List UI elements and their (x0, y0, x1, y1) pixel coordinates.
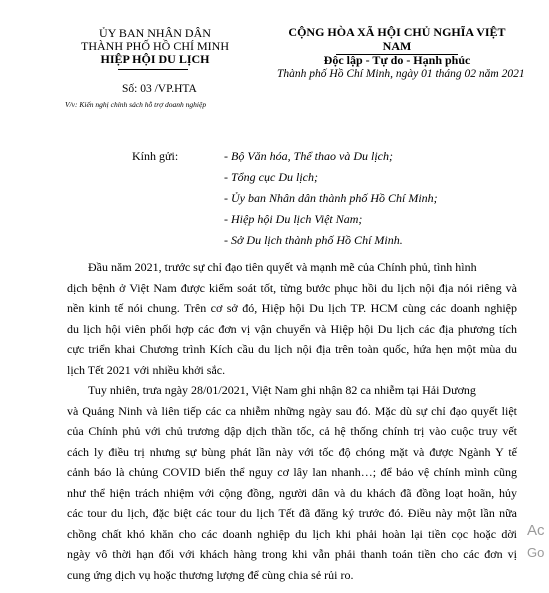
document-subject: V/v: Kiến nghị chính sách hỗ trợ doanh nghiệp (65, 100, 207, 109)
recipient-item: - Tổng cục Du lịch; (224, 170, 318, 184)
activation-watermark-line-2: Go (527, 545, 545, 560)
paragraph-line: như thể hiện trách nhiệm với cộng đồng, người dân và du khách đã đồng loạt hoãn, hủy (67, 485, 517, 500)
paragraph-line: du lịch hội viên phối hợp các đơn vị vận chuyển và Hiệp hội Du lịch các địa phương tích (67, 321, 517, 336)
recipient-item: - Ủy ban Nhân dân thành phố Hồ Chí Minh; (224, 191, 438, 205)
body-paragraph-1 (67, 257, 517, 380)
document-date: Thành phố Hồ Chí Minh, ngày 01 tháng 02 năm 2021 (277, 68, 525, 80)
recipient-item: - Sở Du lịch thành phố Hồ Chí Minh. (224, 233, 403, 247)
paragraph-line: Tuy nhiên, trưa ngày 28/01/2021, Việt Nam ghi nhận 82 ca nhiễm tại Hải Dương (88, 383, 476, 397)
paragraph-line: lịch Tết 2021 với nhiều khởi sắc. (67, 362, 226, 377)
recipient-list (224, 149, 438, 254)
paragraph-line: cảnh báo là chủng COVID biến thể nguy cơ lây lan nhanh…; để bảo vệ chính mình cũng (67, 465, 517, 479)
national-motto: Độc lập - Tự do - Hạnh phúc (323, 53, 471, 67)
org-line-3: HIỆP HỘI DU LỊCH (100, 52, 210, 66)
nation-title: CỘNG HÒA XÃ HỘI CHỦ NGHĨA VIỆT NAM (288, 25, 506, 53)
org-line-1: ỦY BAN NHÂN DÂN (99, 26, 211, 40)
paragraph-line: cung ứng dịch vụ hoặc thương lượng để cùng chia sẻ rủi ro. (67, 567, 354, 582)
recipient-item: - Hiệp hội Du lịch Việt Nam; (224, 212, 363, 226)
left-divider (118, 69, 188, 70)
paragraph-line: ngày vô thời hạn đối với khách hàng trong khi vẫn phải thanh toán tiền cho các đơn vị (67, 547, 517, 561)
paragraph-line: nền kinh tế nói chung. Trên cơ sở đó, Hiệp hội Du lịch TP. HCM cùng các doanh nghiệp (67, 301, 517, 315)
addressee-label: Kính gửi: (132, 149, 179, 163)
recipient-item: - Bộ Văn hóa, Thể thao và Du lịch; (224, 149, 393, 163)
paragraph-line: các tour du lịch, đặc biệt các tour du lịch Tết đã đăng ký trước đó. Điều này một lần nữa (67, 506, 517, 520)
activation-watermark-line-1: Ac (527, 522, 545, 539)
document-number: Số: 03 /VP.HTA (122, 83, 197, 95)
body-paragraph-2 (67, 380, 517, 585)
paragraph-line: cực triển khai Chương trình Kích cầu du lịch nội địa trên toàn quốc, hứa hẹn một mùa du (67, 342, 517, 356)
paragraph-line: Đầu năm 2021, trước sự chỉ đạo tiên quyết và mạnh mẽ của Chính phủ, tình hình (88, 260, 477, 274)
paragraph-line: chồng chất khó khăn cho các doanh nghiệp du lịch khi phải hoàn lại tiền cọc hoặc dời (67, 526, 517, 541)
right-divider (336, 54, 458, 55)
paragraph-line: cách ly điều trị nhưng sự bùng phát lần này với tốc độ chóng mặt và được Ngành Y tế (67, 444, 517, 459)
org-line-2: THÀNH PHỐ HỒ CHÍ MINH (81, 39, 229, 53)
issuing-organization (55, 27, 255, 66)
paragraph-line: dịch bệnh ở Việt Nam được kiểm soát tốt, từng bước phục hồi du lịch nội địa nói riêng và (67, 280, 517, 295)
paragraph-line: và Quảng Ninh và liên tiếp các ca nhiễm những ngày sau đó. Mặc dù sự chỉ đạo quyết liệt (67, 403, 517, 418)
national-header (282, 25, 512, 67)
paragraph-line: của Chính phủ với chủ trương dập dịch thần tốc, cả hệ thống chính trị vào cuộc truy vết (67, 424, 517, 438)
